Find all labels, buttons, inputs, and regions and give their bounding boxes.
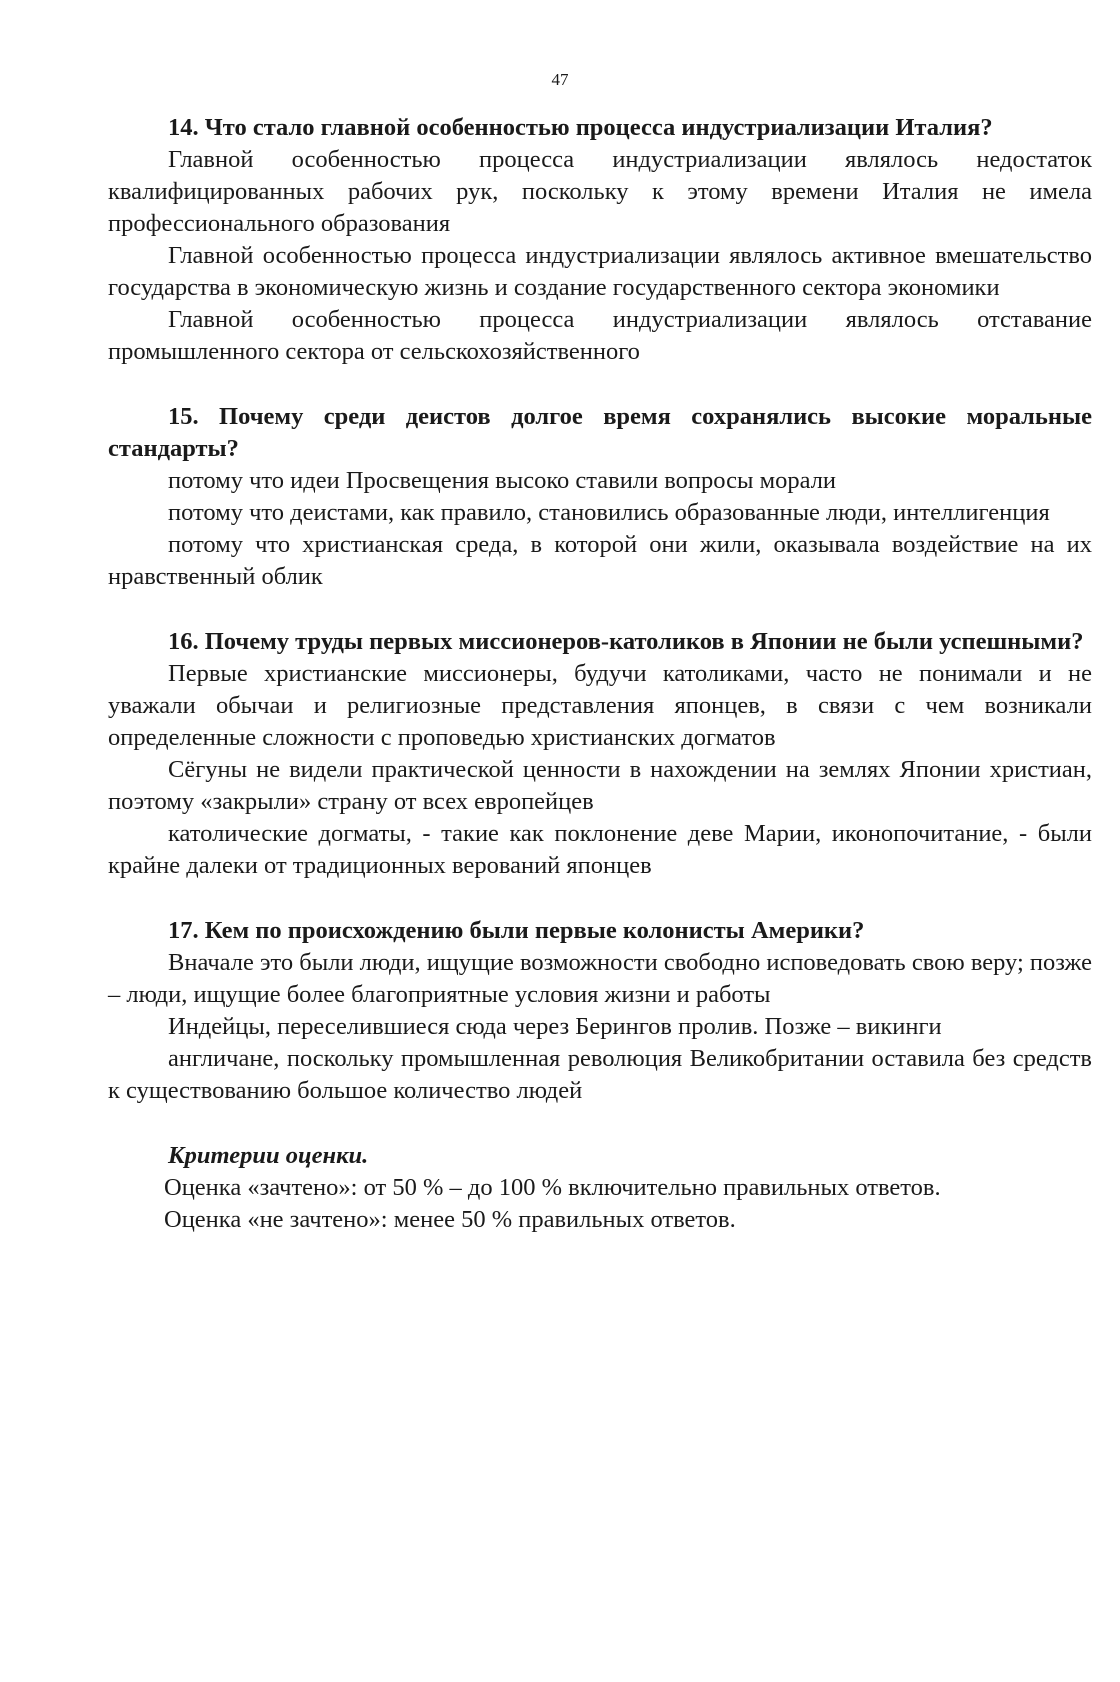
answer-option: Главной особенностью процесса индустриализации являлось недостаток квалифицированных рабочих рук, поскольку к этому времени Италия не имела профессионального образования: [108, 146, 1092, 237]
answer-option: католические догматы, - такие как поклонение деве Марии, иконопочитание, - были крайне далеки от традиционных верований японцев: [108, 820, 1092, 879]
criteria-passed: Оценка «зачтено»: от 50 % – до 100 % включительно правильных ответов.: [164, 1174, 941, 1201]
question-title: 16. Почему труды первых миссионеров-католиков в Японии не были успешными?: [168, 628, 1084, 655]
answer-option: потому что идеи Просвещения высоко ставили вопросы морали: [168, 467, 837, 494]
question-15: [108, 401, 1092, 593]
document-body: [108, 112, 1092, 1236]
answer-option: Индейцы, переселившиеся сюда через Берингов пролив. Позже – викинги: [168, 1013, 942, 1040]
question-title: 17. Кем по происхождению были первые колонисты Америки?: [168, 917, 865, 944]
question-title: 14. Что стало главной особенностью процесса индустриализации Италия?: [168, 114, 993, 141]
grading-criteria: [108, 1140, 1092, 1236]
question-17: [108, 915, 1092, 1107]
answer-option: Вначале это были люди, ищущие возможности свободно исповедовать свою веру; позже – люди, ищущие более благоприятные условия жизни и работы: [108, 949, 1092, 1008]
criteria-failed: Оценка «не зачтено»: менее 50 % правильных ответов.: [164, 1206, 736, 1233]
answer-option: Главной особенностью процесса индустриализации являлось отставание промышленного сектора от сельскохозяйственного: [108, 306, 1092, 365]
answer-option: Главной особенностью процесса индустриализации являлось активное вмешательство государства в экономическую жизнь и создание государственного сектора экономики: [108, 242, 1092, 301]
question-14: [108, 112, 1092, 368]
answer-option: англичане, поскольку промышленная революция Великобритании оставила без средств к существованию большое количество людей: [108, 1045, 1092, 1104]
question-title: 15. Почему среди деистов долгое время сохранялись высокие моральные стандарты?: [108, 403, 1092, 462]
answer-option: потому что деистами, как правило, становились образованные люди, интеллигенция: [168, 499, 1050, 526]
answer-option: потому что христианская среда, в которой они жили, оказывала воздействие на их нравственный облик: [108, 531, 1092, 590]
answer-option: Первые христианские миссионеры, будучи католиками, часто не понимали и не уважали обычаи и религиозные представления японцев, в связи с чем возникали определенные сложности с проповедью христианских догматов: [108, 660, 1092, 751]
answer-option: Сёгуны не видели практической ценности в нахождении на землях Японии христиан, поэтому «закрыли» страну от всех европейцев: [108, 756, 1092, 815]
question-16: [108, 626, 1092, 882]
page-number: 47: [551, 70, 569, 89]
criteria-title: Критерии оценки.: [168, 1142, 369, 1169]
